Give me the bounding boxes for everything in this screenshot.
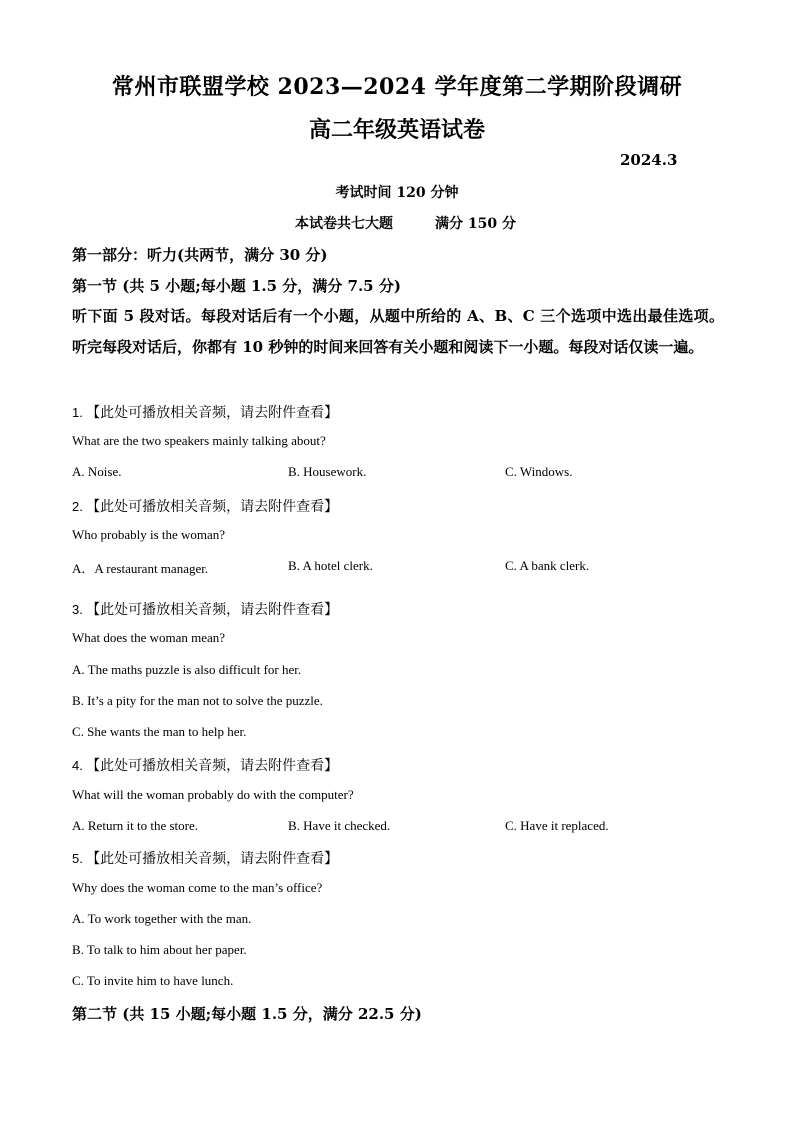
section1-heading: 第一节 (共 5 小题;每小题 1.5 分，满分 7.5 分) [72, 277, 401, 295]
question-number: 5. [72, 851, 83, 866]
question-1-prompt: What are the two speakers mainly talking about? [72, 433, 326, 448]
audio-note: 【此处可播放相关音频，请去附件查看】 [86, 759, 339, 774]
exam-summary [295, 213, 516, 233]
question-number: 3. [72, 602, 83, 617]
q5-option-b: B. To talk to him about her paper. [72, 942, 247, 957]
question-number: 1. [72, 405, 83, 420]
question-4-header [72, 755, 338, 775]
question-2-header [72, 496, 338, 516]
audio-note: 【此处可播放相关音频，请去附件查看】 [86, 603, 339, 618]
exam-title-line2: 高二年级英语试卷 [308, 117, 485, 143]
exam-date: 2024.3 [620, 151, 678, 169]
section2-heading: 第二节 (共 15 小题;每小题 1.5 分，满分 22.5 分) [72, 1005, 422, 1023]
question-2-prompt: Who probably is the woman? [72, 527, 226, 542]
q2-option-c: C. A bank clerk. [505, 558, 590, 573]
q2-option-a: A．A restaurant manager. [72, 561, 209, 576]
q1-option-c: C. Windows. [505, 464, 573, 479]
question-4-prompt: What will the woman probably do with the computer? [72, 787, 354, 802]
question-number: 2. [72, 499, 83, 514]
total-score: 满分 150 分 [435, 216, 516, 232]
question-3-prompt: What does the woman mean? [72, 630, 226, 645]
q4-option-b: B. Have it checked. [288, 818, 391, 833]
audio-note: 【此处可播放相关音频，请去附件查看】 [86, 852, 339, 867]
question-number: 4. [72, 758, 83, 773]
q1-option-b: B. Housework. [288, 464, 367, 479]
exam-time: 考试时间 120 分钟 [335, 185, 459, 201]
q4-option-c: C. Have it replaced. [505, 818, 609, 833]
part1-heading: 第一部分：听力(共两节，满分 30 分) [72, 246, 328, 264]
q2-option-b: B. A hotel clerk. [288, 558, 373, 573]
listening-instructions: 听下面 5 段对话。每段对话后有一个小题，从题中所给的 A、B、C 三个选项中选出最佳选项。听完每段对话后，你都有 10 秒钟的时间来回答有关小题和阅读下一小题。每段对话仅读一遍。 [72, 307, 724, 356]
exam-title-line1: 常州市联盟学校 2023—2024 学年度第二学期阶段调研 [111, 74, 683, 100]
question-5-prompt: Why does the woman come to the man’s office? [72, 880, 323, 895]
audio-note: 【此处可播放相关音频，请去附件查看】 [86, 406, 339, 421]
question-1-header [72, 402, 338, 422]
q3-option-b: B. It’s a pity for the man not to solve the puzzle. [72, 693, 323, 708]
q1-option-a: A. Noise. [72, 464, 122, 479]
q3-option-a: A. The maths puzzle is also difficult for her. [72, 662, 302, 677]
question-3-header [72, 599, 338, 619]
q4-option-a: A. Return it to the store. [72, 818, 199, 833]
question-5-header [72, 848, 338, 868]
audio-note: 【此处可播放相关音频，请去附件查看】 [86, 500, 339, 515]
total-questions: 本试卷共七大题 [295, 216, 393, 232]
q5-option-c: C. To invite him to have lunch. [72, 973, 234, 988]
q5-option-a: A. To work together with the man. [72, 911, 252, 926]
q3-option-c: C. She wants the man to help her. [72, 724, 247, 739]
